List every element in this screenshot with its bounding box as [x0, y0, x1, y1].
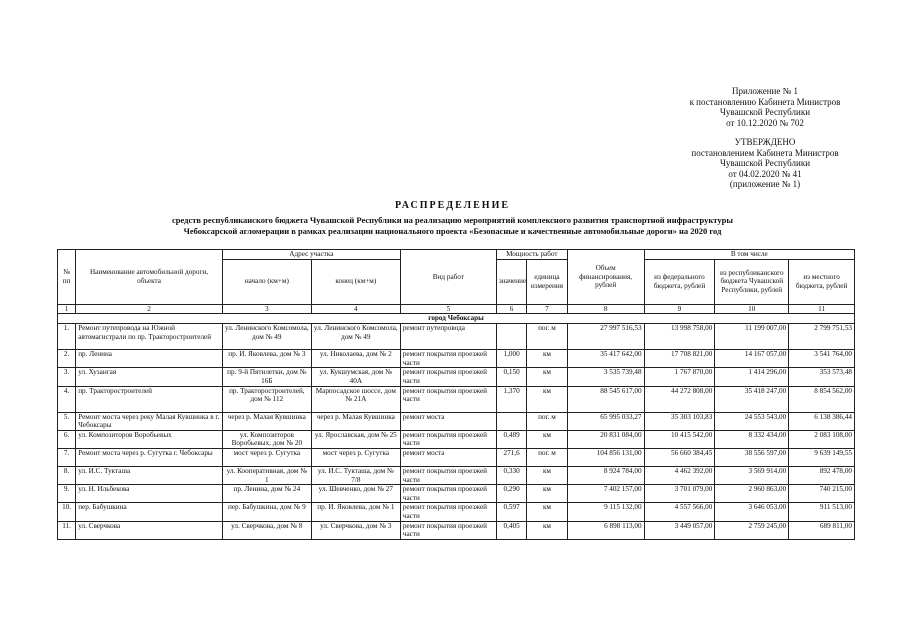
- address-start: ул. Сверчкова, дом № 8: [222, 521, 311, 539]
- table-row: [58, 430, 855, 448]
- funding-local: 2 799 751,53: [789, 324, 855, 350]
- work-value: 0,405: [496, 521, 526, 539]
- work-type: ремонт покрытия проезжей части: [400, 386, 496, 412]
- column-number: 1: [58, 304, 76, 314]
- table-row: [58, 324, 855, 350]
- work-unit: пог. м: [527, 412, 567, 430]
- road-name: ул. И.С. Тукташа: [76, 466, 223, 484]
- row-number: 7.: [58, 448, 76, 466]
- appendix-line: к постановлению Кабинета Министров: [689, 96, 841, 107]
- table-row: [58, 521, 855, 539]
- work-type: ремонт покрытия проезжей части: [400, 350, 496, 368]
- col-header-republic: из республиканского бюджета Чувашской Республики, рублей: [715, 259, 789, 304]
- address-end: мост через р. Сугутка: [311, 448, 400, 466]
- funding-federal: 3 701 079,00: [644, 485, 715, 503]
- city-name: город Чебоксары: [58, 314, 855, 324]
- address-start: пр. Тракторостроителей, дом № 112: [222, 386, 311, 412]
- column-number: 11: [789, 304, 855, 314]
- appendix-line: Чувашской Республики: [719, 107, 811, 117]
- subtitle-line: Чебоксарской агломерации в рамках реализации национального проекта «Безопасные и качественные автомобильные дороги» на 2020 год: [183, 226, 722, 236]
- funding-local: 3 541 764,00: [789, 350, 855, 368]
- road-name: пер. Бабушкина: [76, 503, 223, 521]
- approval-line: Чувашской Республики: [719, 158, 811, 168]
- work-type: ремонт покрытия проезжей части: [400, 430, 496, 448]
- document-subtitle: [60, 215, 845, 237]
- col-header-work: Вид работ: [400, 250, 496, 305]
- work-value: 0,489: [496, 430, 526, 448]
- table-row: [58, 503, 855, 521]
- appendix-line: от 10.12.2020 № 702: [726, 117, 804, 128]
- address-end: ул. Сверчкова, дом № 3: [311, 521, 400, 539]
- funding-republic: 2 960 863,00: [715, 485, 789, 503]
- row-number: 1.: [58, 324, 76, 350]
- work-type: ремонт покрытия проезжей части: [400, 503, 496, 521]
- funding-republic: 35 418 247,00: [715, 386, 789, 412]
- table-row: [58, 466, 855, 484]
- table-row: [58, 485, 855, 503]
- address-end: ул. Ярославская, дом № 25: [311, 430, 400, 448]
- approval-line: от 04.02.2020 № 41: [728, 168, 802, 179]
- work-value: 1,370: [496, 386, 526, 412]
- funding-republic: 3 646 053,00: [715, 503, 789, 521]
- address-start: пр. 9-й Пятилетки, дом № 16Б: [222, 368, 311, 386]
- road-name: Ремонт моста через реку Малая Кувшинка в г. Чебоксары: [76, 412, 223, 430]
- col-header-address: Адрес участка: [222, 250, 400, 260]
- work-type: ремонт покрытия проезжей части: [400, 521, 496, 539]
- funding-local: 892 478,00: [789, 466, 855, 484]
- funding-federal: 35 303 103,83: [644, 412, 715, 430]
- funding-local: 2 083 108,00: [789, 430, 855, 448]
- funding-local: 911 513,00: [789, 503, 855, 521]
- approval-line: постановлением Кабинета Министров: [691, 147, 839, 158]
- column-number: 7: [527, 304, 567, 314]
- address-start: ул. Композиторов Воробьевых, дом № 20: [222, 430, 311, 448]
- funding-republic: 14 167 057,00: [715, 350, 789, 368]
- work-type: ремонт моста: [400, 412, 496, 430]
- funding-republic: 2 759 245,00: [715, 521, 789, 539]
- work-unit: км: [527, 466, 567, 484]
- road-name: пр. Тракторостроителей: [76, 386, 223, 412]
- table-row: [58, 368, 855, 386]
- document-title: РАСПРЕДЕЛЕНИЕ: [394, 200, 511, 211]
- column-number: 3: [222, 304, 311, 314]
- funding-local: 353 573,48: [789, 368, 855, 386]
- row-number: 3.: [58, 368, 76, 386]
- column-number: 8: [567, 304, 644, 314]
- work-unit: км: [527, 503, 567, 521]
- work-value: 0,597: [496, 503, 526, 521]
- road-name: ул. Композиторов Воробьевых: [76, 430, 223, 448]
- col-header-unit: единица измерения: [527, 259, 567, 304]
- funding-local: 9 639 149,55: [789, 448, 855, 466]
- row-number: 4.: [58, 386, 76, 412]
- funding-total: 104 856 131,00: [567, 448, 644, 466]
- subtitle-line: средств республиканского бюджета Чувашской Республики на реализацию мероприятий комплексного развития транспортной инфраструктуры: [172, 215, 733, 225]
- address-end: ул. Шевченко, дом № 27: [311, 485, 400, 503]
- address-end: ул. Ленинского Комсомола, дом № 49: [311, 324, 400, 350]
- work-value: 0,330: [496, 466, 526, 484]
- work-type: ремонт путепровода: [400, 324, 496, 350]
- address-end: ул. Кукшумская, дом № 40А: [311, 368, 400, 386]
- funding-republic: 38 556 597,00: [715, 448, 789, 466]
- funding-republic: 1 414 296,00: [715, 368, 789, 386]
- col-header-capacity: Мощность работ: [496, 250, 567, 260]
- funding-local: 6 138 386,44: [789, 412, 855, 430]
- table-row: [58, 386, 855, 412]
- funding-local: 689 811,00: [789, 521, 855, 539]
- work-type: ремонт покрытия проезжей части: [400, 485, 496, 503]
- row-number: 9.: [58, 485, 76, 503]
- row-number: 8.: [58, 466, 76, 484]
- col-header-value: значение: [496, 259, 526, 304]
- road-name: Ремонт путепровода на Южной автомагистрали по пр. Тракторостроителей: [76, 324, 223, 350]
- address-start: пр. Ленина, дом № 24: [222, 485, 311, 503]
- column-number: 9: [644, 304, 715, 314]
- road-name: Ремонт моста через р. Сугутка г. Чебоксары: [76, 448, 223, 466]
- column-number: 2: [76, 304, 223, 314]
- address-start: пер. Бабушкина, дом № 9: [222, 503, 311, 521]
- funding-federal: 1 767 870,00: [644, 368, 715, 386]
- address-end: Марпосадское шоссе, дом № 21А: [311, 386, 400, 412]
- table-row: [58, 448, 855, 466]
- col-header-local: из местного бюджета, рублей: [789, 259, 855, 304]
- funding-republic: 11 199 007,00: [715, 324, 789, 350]
- funding-local: 740 215,00: [789, 485, 855, 503]
- funding-total: 8 924 784,00: [567, 466, 644, 484]
- work-unit: км: [527, 521, 567, 539]
- work-unit: пог. м: [527, 448, 567, 466]
- column-number: 10: [715, 304, 789, 314]
- funding-federal: 56 660 384,45: [644, 448, 715, 466]
- row-number: 11.: [58, 521, 76, 539]
- funding-federal: 17 708 821,00: [644, 350, 715, 368]
- funding-republic: 8 332 434,00: [715, 430, 789, 448]
- col-header-start: начало (км+м): [222, 259, 311, 304]
- funding-total: 35 417 642,00: [567, 350, 644, 368]
- approval-line: УТВЕРЖДЕНО: [734, 137, 796, 147]
- address-end: через р. Малая Кувшинка: [311, 412, 400, 430]
- address-start: пр. И. Яковлева, дом № 3: [222, 350, 311, 368]
- road-name: ул. Сверчкова: [76, 521, 223, 539]
- address-end: ул. И.С. Тукташа, дом № 7/8: [311, 466, 400, 484]
- column-number-row: [58, 304, 855, 314]
- address-end: пр. И. Яковлева, дом № 1: [311, 503, 400, 521]
- funding-federal: 13 998 758,00: [644, 324, 715, 350]
- work-unit: км: [527, 350, 567, 368]
- col-header-name: Наименование автомобильной дороги, объекта: [76, 250, 223, 305]
- funding-republic: 3 569 914,00: [715, 466, 789, 484]
- col-header-num: № пп: [58, 250, 76, 305]
- city-row: [58, 314, 855, 324]
- table-row: [58, 350, 855, 368]
- funding-total: 6 898 113,00: [567, 521, 644, 539]
- funding-total: 9 115 132,00: [567, 503, 644, 521]
- work-value: 0,150: [496, 368, 526, 386]
- funding-total: 3 535 739,48: [567, 368, 644, 386]
- address-start: через р. Малая Кувшинка: [222, 412, 311, 430]
- funding-total: 65 995 033,27: [567, 412, 644, 430]
- address-start: ул. Ленинского Комсомола, дом № 49: [222, 324, 311, 350]
- work-unit: км: [527, 485, 567, 503]
- work-type: ремонт покрытия проезжей части: [400, 368, 496, 386]
- funding-total: 7 402 157,00: [567, 485, 644, 503]
- col-header-funding: Объем финансирования, рублей: [567, 250, 644, 305]
- work-unit: км: [527, 368, 567, 386]
- work-value: [496, 324, 526, 350]
- funding-local: 8 854 562,00: [789, 386, 855, 412]
- funding-total: 27 997 516,53: [567, 324, 644, 350]
- work-type: ремонт моста: [400, 448, 496, 466]
- funding-total: 88 545 617,00: [567, 386, 644, 412]
- approval-block: [650, 137, 880, 190]
- address-end: ул. Николаева, дом № 2: [311, 350, 400, 368]
- appendix-block: [650, 86, 880, 128]
- distribution-table: [57, 249, 855, 540]
- work-type: ремонт покрытия проезжей части: [400, 466, 496, 484]
- table-row: [58, 412, 855, 430]
- column-number: 5: [400, 304, 496, 314]
- work-unit: км: [527, 430, 567, 448]
- column-number: 6: [496, 304, 526, 314]
- address-start: мост через р. Сугутка: [222, 448, 311, 466]
- approval-line: (приложение № 1): [729, 179, 801, 189]
- appendix-line: Приложение № 1: [732, 86, 798, 96]
- funding-federal: 4 557 566,00: [644, 503, 715, 521]
- col-header-incl: В том числе: [644, 250, 854, 260]
- col-header-end: конец (км+м): [311, 259, 400, 304]
- row-number: 10.: [58, 503, 76, 521]
- column-number: 4: [311, 304, 400, 314]
- road-name: пр. Ленина: [76, 350, 223, 368]
- road-name: ул. Н. Ильбекова: [76, 485, 223, 503]
- work-value: 0,290: [496, 485, 526, 503]
- col-header-federal: из федерального бюджета, рублей: [644, 259, 715, 304]
- address-start: ул. Кооперативная, дом № 1: [222, 466, 311, 484]
- funding-federal: 4 462 392,00: [644, 466, 715, 484]
- work-value: 271,6: [496, 448, 526, 466]
- funding-federal: 44 272 808,00: [644, 386, 715, 412]
- funding-total: 20 831 084,00: [567, 430, 644, 448]
- road-name: ул. Хузангая: [76, 368, 223, 386]
- row-number: 5.: [58, 412, 76, 430]
- work-unit: км: [527, 386, 567, 412]
- funding-federal: 3 449 057,00: [644, 521, 715, 539]
- work-value: [496, 412, 526, 430]
- row-number: 6.: [58, 430, 76, 448]
- row-number: 2.: [58, 350, 76, 368]
- funding-federal: 10 415 542,00: [644, 430, 715, 448]
- funding-republic: 24 553 543,00: [715, 412, 789, 430]
- work-unit: пог. м: [527, 324, 567, 350]
- work-value: 1,000: [496, 350, 526, 368]
